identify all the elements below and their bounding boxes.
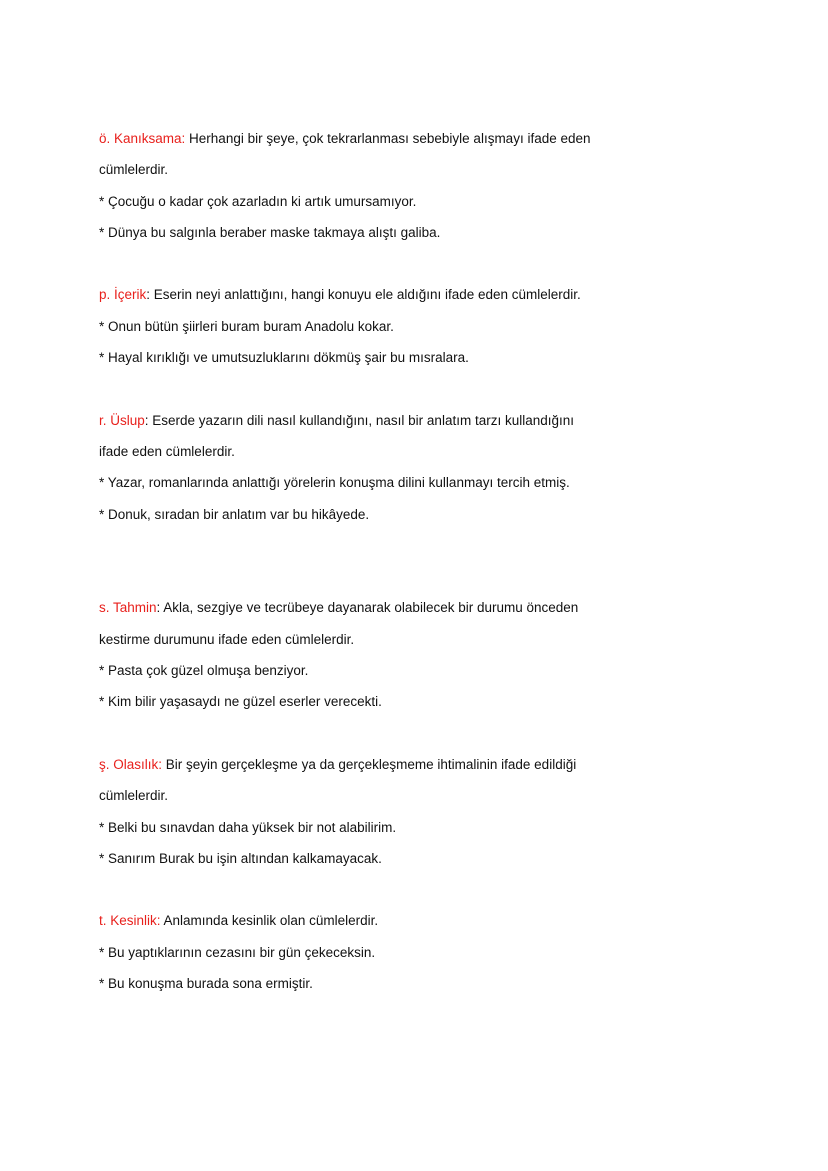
section-kaniksama xyxy=(99,123,739,248)
spacer xyxy=(99,248,739,279)
definition-text: : Eserin neyi anlattığını, hangi konuyu ele aldığını ifade eden cümlelerdir. xyxy=(146,287,581,303)
spacer xyxy=(99,874,739,905)
definition-line xyxy=(99,592,739,623)
term-label: p. İçerik xyxy=(99,287,147,303)
example-sentence: * Çocuğu o kadar çok azarladın ki artık umursamıyor. xyxy=(99,193,417,209)
example-sentence: * Dünya bu salgınla beraber maske takmaya alıştı galiba. xyxy=(99,224,441,240)
section-olasilik xyxy=(99,749,739,874)
term-label: ş. Olasılık: xyxy=(99,756,163,772)
definition-line xyxy=(99,405,739,436)
example-sentence: * Sanırım Burak bu işin altından kalkamayacak. xyxy=(99,850,382,866)
spacer xyxy=(99,718,739,749)
definition-text: Bir şeyin gerçekleşme ya da gerçekleşmeme ihtimalinin ifade edildiği xyxy=(162,756,577,772)
section-icerik xyxy=(99,279,739,373)
example-sentence: * Belki bu sınavdan daha yüksek bir not alabilirim. xyxy=(99,819,397,835)
section-uslup xyxy=(99,405,739,530)
definition-text: : Eserde yazarın dili nasıl kullandığını, nasıl bir anlatım tarzı kullandığını xyxy=(144,412,574,428)
example-sentence: * Pasta çok güzel olmuşa benziyor. xyxy=(99,663,309,679)
example-sentence: * Bu konuşma burada sona ermiştir. xyxy=(99,976,313,992)
example-sentence: * Kim bilir yaşasaydı ne güzel eserler verecekti. xyxy=(99,694,382,710)
definition-line xyxy=(99,279,739,310)
term-label: r. Üslup xyxy=(99,412,145,428)
section-kesinlik xyxy=(99,905,739,999)
definition-line xyxy=(99,123,739,154)
term-label: s. Tahmin xyxy=(99,600,157,616)
definition-text: Herhangi bir şeye, çok tekrarlanması sebebiyle alışmayı ifade eden xyxy=(185,131,591,146)
example-sentence: * Hayal kırıklığı ve umutsuzluklarını dökmüş şair bu mısralara. xyxy=(99,350,469,366)
example-sentence: * Onun bütün şiirleri buram buram Anadolu kokar. xyxy=(99,318,394,334)
definition-continuation: cümlelerdir. xyxy=(99,788,169,804)
example-sentence: * Yazar, romanlarında anlattığı yörelerin konuşma dilini kullanmayı tercih etmiş. xyxy=(99,475,570,491)
definition-continuation: kestirme durumunu ifade eden cümlelerdir. xyxy=(99,631,355,647)
document-page xyxy=(99,123,739,999)
definition-text: : Akla, sezgiye ve tecrübeye dayanarak olabilecek bir durumu önceden xyxy=(156,600,579,616)
example-sentence: * Donuk, sıradan bir anlatım var bu hikâyede. xyxy=(99,506,370,522)
term-label: ö. Kanıksama: xyxy=(99,131,186,146)
definition-continuation: ifade eden cümlelerdir. xyxy=(99,443,235,459)
spacer xyxy=(99,530,739,593)
definition-continuation: cümlelerdir. xyxy=(99,162,169,178)
section-tahmin xyxy=(99,592,739,717)
example-sentence: * Bu yaptıklarının cezasını bir gün çekeceksin. xyxy=(99,944,376,960)
spacer xyxy=(99,373,739,404)
definition-line xyxy=(99,749,739,780)
definition-line xyxy=(99,905,739,936)
term-label: t. Kesinlik: xyxy=(99,913,161,929)
definition-text: Anlamında kesinlik olan cümlelerdir. xyxy=(160,913,379,929)
